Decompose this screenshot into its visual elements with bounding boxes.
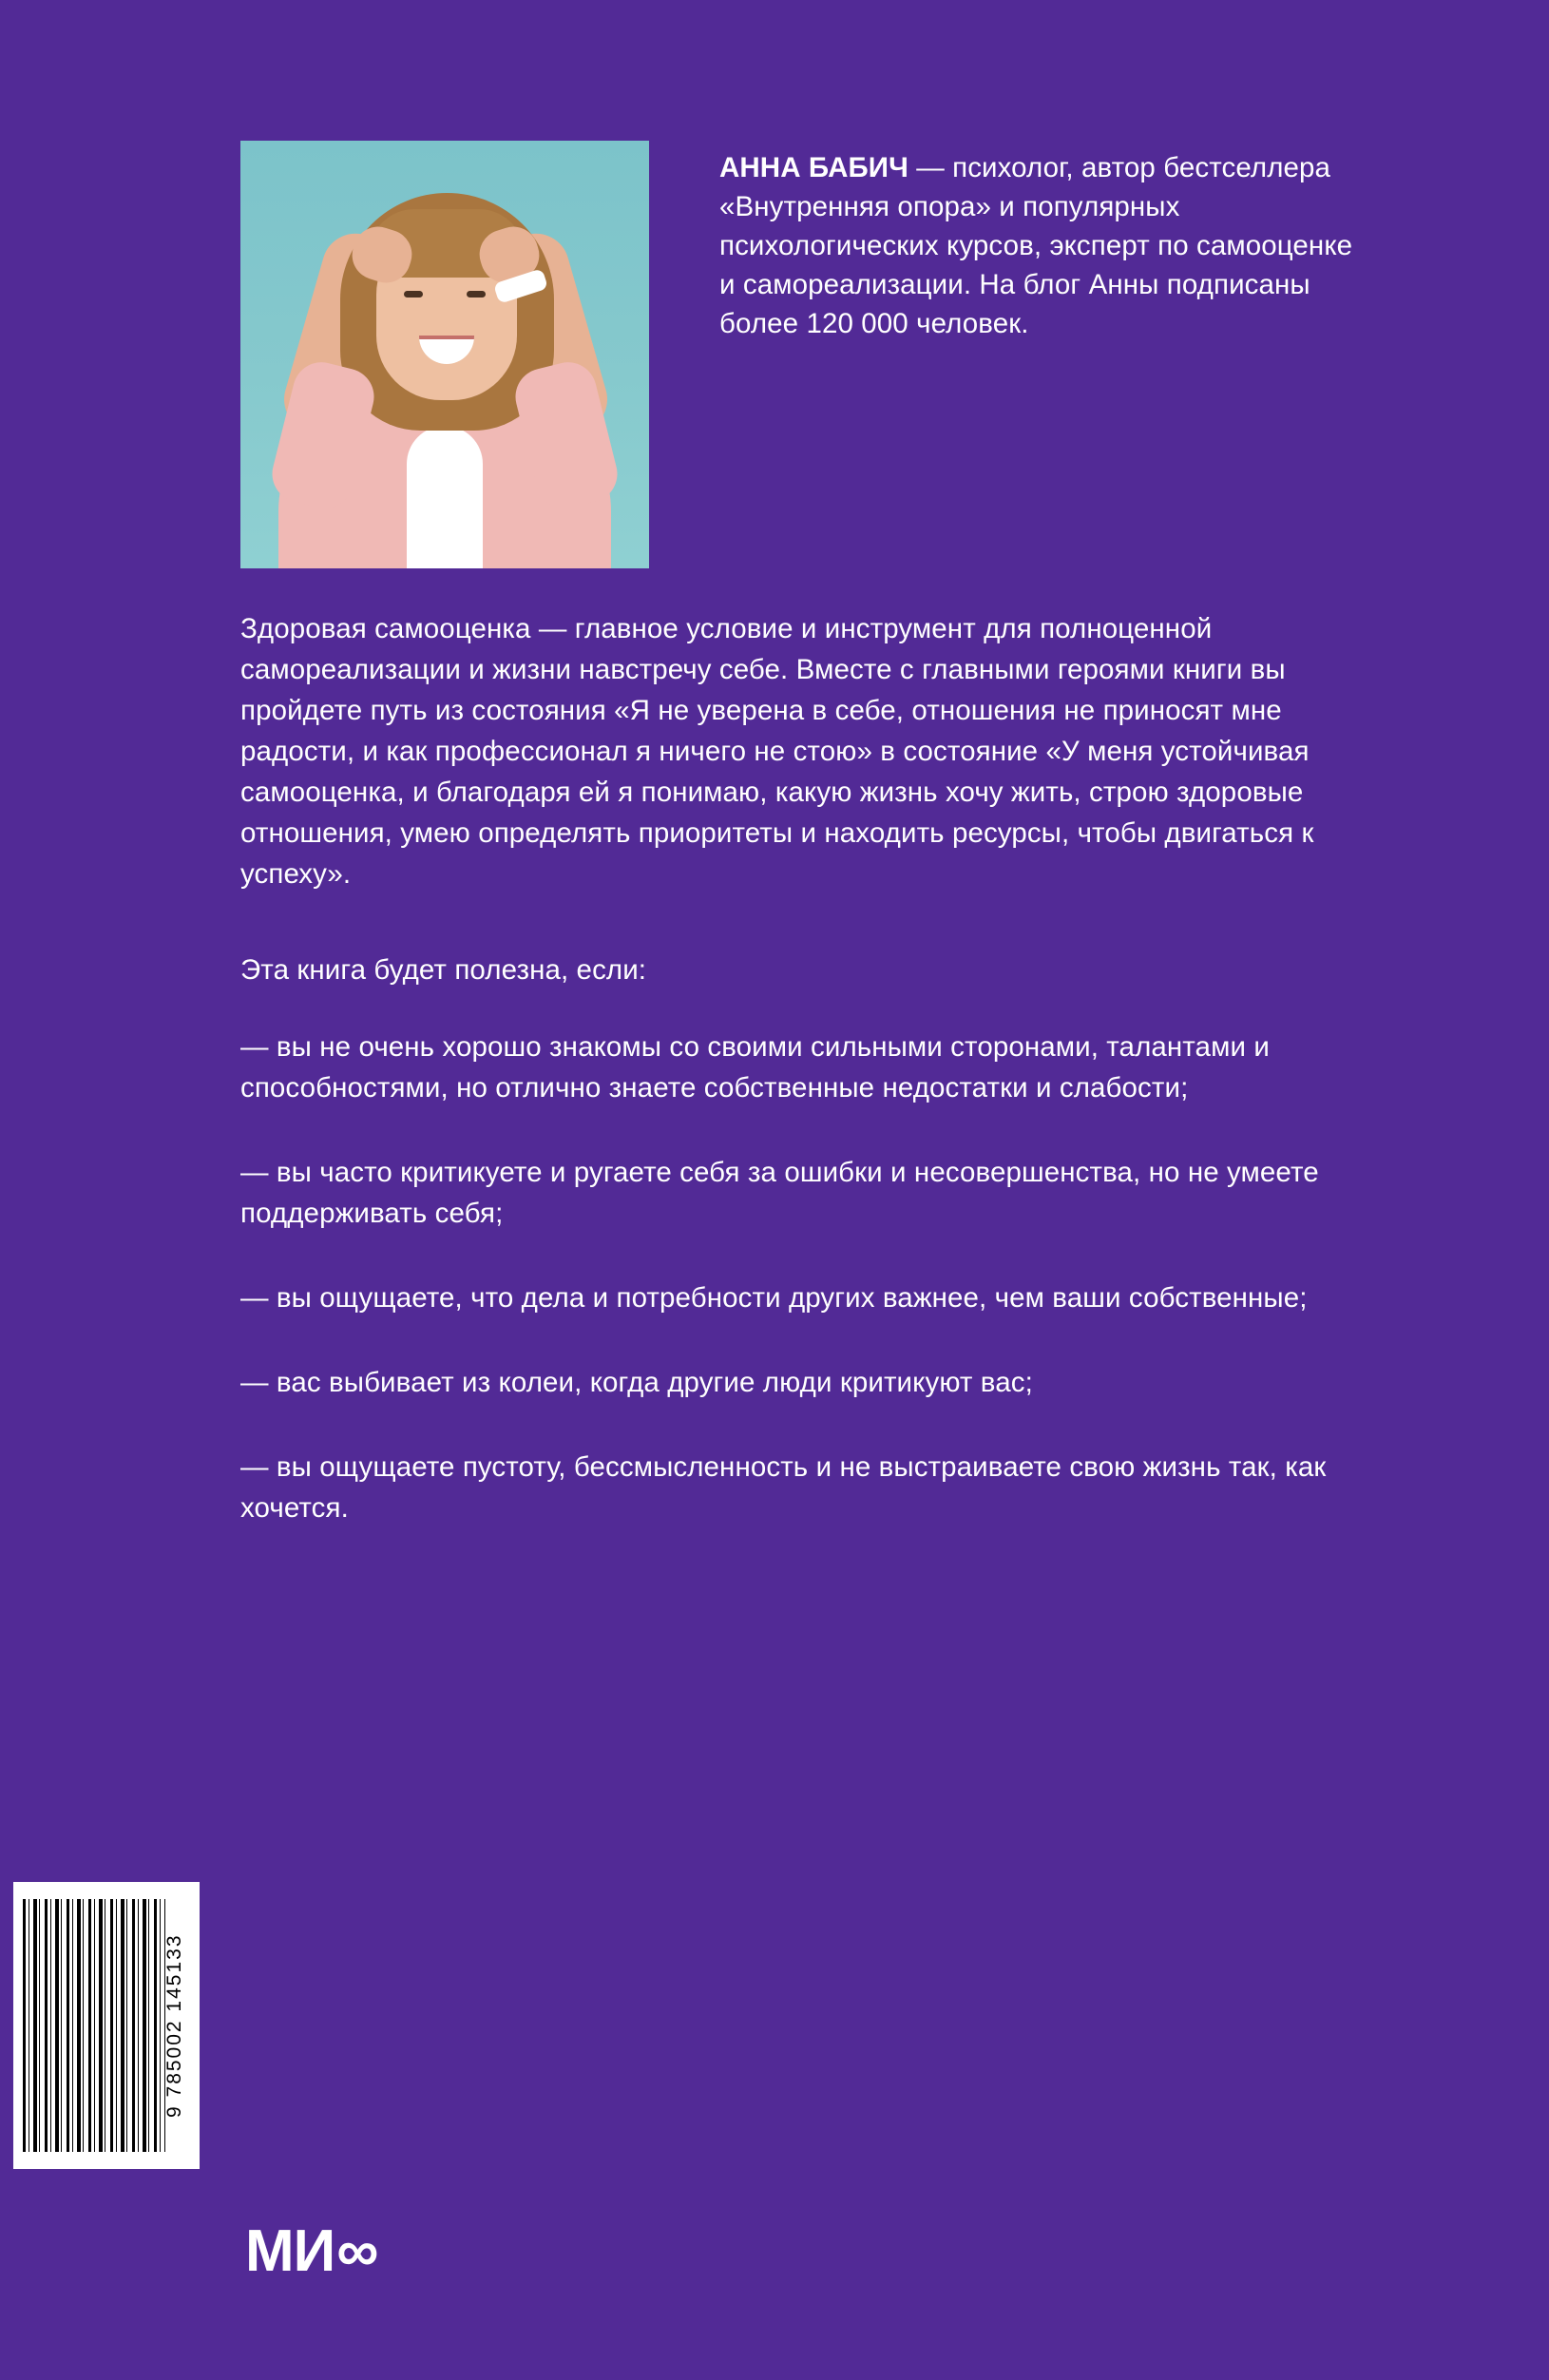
author-photo [240,141,649,568]
blurb-text [240,608,1371,1528]
blurb-bullet: — вы не очень хорошо знакомы со своими сильными сторонами, талантами и способностями, но отлично знаете собственные недостатки и слабости; [240,1031,1270,1104]
author-bio-text: — психолог, автор бестселлера «Внутренняя опора» и популярных психологических курсов, эксперт по самооценке и самореализации. На блог Анны подписаны более 120 000 человек. [719,152,1353,339]
author-name: АННА БАБИЧ [719,152,908,183]
publisher-logo [245,2218,379,2284]
blurb-bullet: — вы ощущаете пустоту, бессмысленность и не выстраиваете свою жизнь так, как хочется. [240,1451,1327,1524]
author-bio [719,141,1371,343]
blurb-bullet: — вы ощущаете, что дела и потребности других важнее, чем ваши собственные; [240,1282,1308,1314]
barcode-lines [23,1899,165,2152]
author-block [240,141,1371,568]
portrait-eye-left [404,291,423,298]
blurb-bullet: — вы часто критикуете и ругаете себя за ошибки и несовершенства, но не умеете поддерживать себя; [240,1157,1319,1229]
blurb-list-intro: Эта книга будет полезна, если: [240,954,647,986]
isbn-barcode [13,1882,200,2169]
barcode-number: 9 785002 145133 [163,1933,185,2118]
blurb-lead-paragraph: Здоровая самооценка — главное условие и инструмент для полноценной самореализации и жизни навстречу себе. Вместе с главными героями книги вы пройдете путь из состояния «Я не уверена в себе, отношения не приносят мне радости, и как профессионал я ничего не стою» в состояние «У меня устойчивая самооценка, и благодаря ей я понимаю, какую жизнь хочу жить, строю здоровые отношения, умею определять приоритеты и находить ресурсы, чтобы двигаться к успеху». [240,613,1314,890]
publisher-logo-text: МИ [245,2218,335,2284]
infinity-icon: ∞ [336,2218,379,2284]
portrait-undershirt [407,426,483,568]
portrait-eye-right [467,291,486,298]
blurb-bullet: — вас выбивает из колеи, когда другие люди критикуют вас; [240,1367,1033,1398]
